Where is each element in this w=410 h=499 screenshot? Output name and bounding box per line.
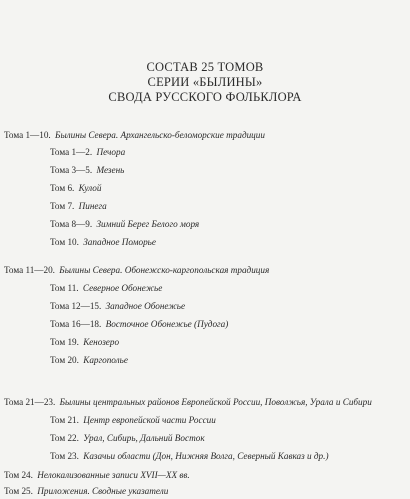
- volume-title: Урал, Сибирь, Дальний Восток: [83, 433, 205, 443]
- title-line-1: СОСТАВ 25 ТОМОВ: [146, 60, 264, 74]
- volume-entry: [50, 183, 101, 194]
- volume-title: Пинега: [78, 201, 107, 211]
- volume-number: Тома 16—18.: [50, 319, 102, 329]
- volume-entry: [50, 147, 125, 158]
- volume-title: Былины центральных районов Европейской России, Поволжья, Урала и Сибири: [59, 397, 372, 407]
- volume-title: Северное Обонежье: [82, 283, 163, 293]
- volume-number: Том 21.: [50, 415, 79, 425]
- volume-number: Том 10.: [50, 237, 79, 247]
- volume-number: Том 24.: [4, 470, 33, 480]
- volume-title: Казачьи области (Дон, Нижняя Волга, Северный Кавказ и др.): [83, 451, 329, 461]
- volume-title: Былины Севера. Обонежско-каргопольская традиция: [59, 265, 270, 275]
- volume-title: Кенозеро: [83, 337, 120, 347]
- volume-number: Тома 8—9.: [50, 219, 93, 229]
- volume-number: Тома 1—10.: [4, 130, 51, 140]
- volume-entry: [50, 237, 156, 248]
- volume-entry: [50, 301, 185, 312]
- volume-title: Западное Поморье: [83, 237, 156, 247]
- volume-title: Восточное Обонежье (Пудога): [105, 319, 229, 329]
- volume-title: Каргополье: [83, 355, 128, 365]
- volume-title: Западное Обонежье: [105, 301, 186, 311]
- volume-entry: [50, 337, 119, 348]
- volume-entry: [4, 265, 269, 276]
- volume-entry: [4, 397, 372, 408]
- volume-title: Печора: [96, 147, 126, 157]
- volume-entry: [50, 201, 107, 212]
- volume-number: Том 6.: [50, 183, 75, 193]
- volume-title: Мезень: [96, 165, 125, 175]
- volume-entry: [4, 470, 190, 481]
- volume-entry: [50, 165, 124, 176]
- title-line-2: СЕРИИ «БЫЛИНЫ»: [147, 75, 263, 89]
- volume-number: Том 20.: [50, 355, 79, 365]
- volume-title: Нелокализованные записи XVII—XX вв.: [37, 470, 190, 480]
- volume-title: Центр европейской части России: [83, 415, 216, 425]
- volume-entry: [50, 451, 329, 462]
- volume-entry: [4, 486, 168, 497]
- volume-number: Том 23.: [50, 451, 79, 461]
- volume-number: Тома 11—20.: [4, 265, 55, 275]
- volume-entry: [50, 415, 216, 426]
- volume-number: Том 11.: [50, 283, 79, 293]
- volume-number: Тома 1—2.: [50, 147, 93, 157]
- volume-entry: [50, 319, 228, 330]
- volume-number: Том 7.: [50, 201, 75, 211]
- volume-entry: [50, 433, 205, 444]
- volume-number: Том 19.: [50, 337, 79, 347]
- volume-entry: [50, 355, 128, 366]
- volume-number: Том 22.: [50, 433, 79, 443]
- volume-title: Кулой: [78, 183, 102, 193]
- volume-number: Тома 21—23.: [4, 397, 56, 407]
- volume-entry: [50, 219, 199, 230]
- volume-number: Том 25.: [4, 486, 33, 496]
- volume-entry: [4, 130, 265, 141]
- volume-title: Былины Севера. Архангельско-беломорские традиции: [55, 130, 265, 140]
- volume-title: Зимний Берег Белого моря: [96, 219, 200, 229]
- title-line-3: СВОДА РУССКОГО ФОЛЬКЛОРА: [108, 90, 302, 104]
- volume-title: Приложения. Сводные указатели: [37, 486, 169, 496]
- volume-number: Тома 3—5.: [50, 165, 93, 175]
- volume-entry: [50, 283, 162, 294]
- volume-number: Тома 12—15.: [50, 301, 102, 311]
